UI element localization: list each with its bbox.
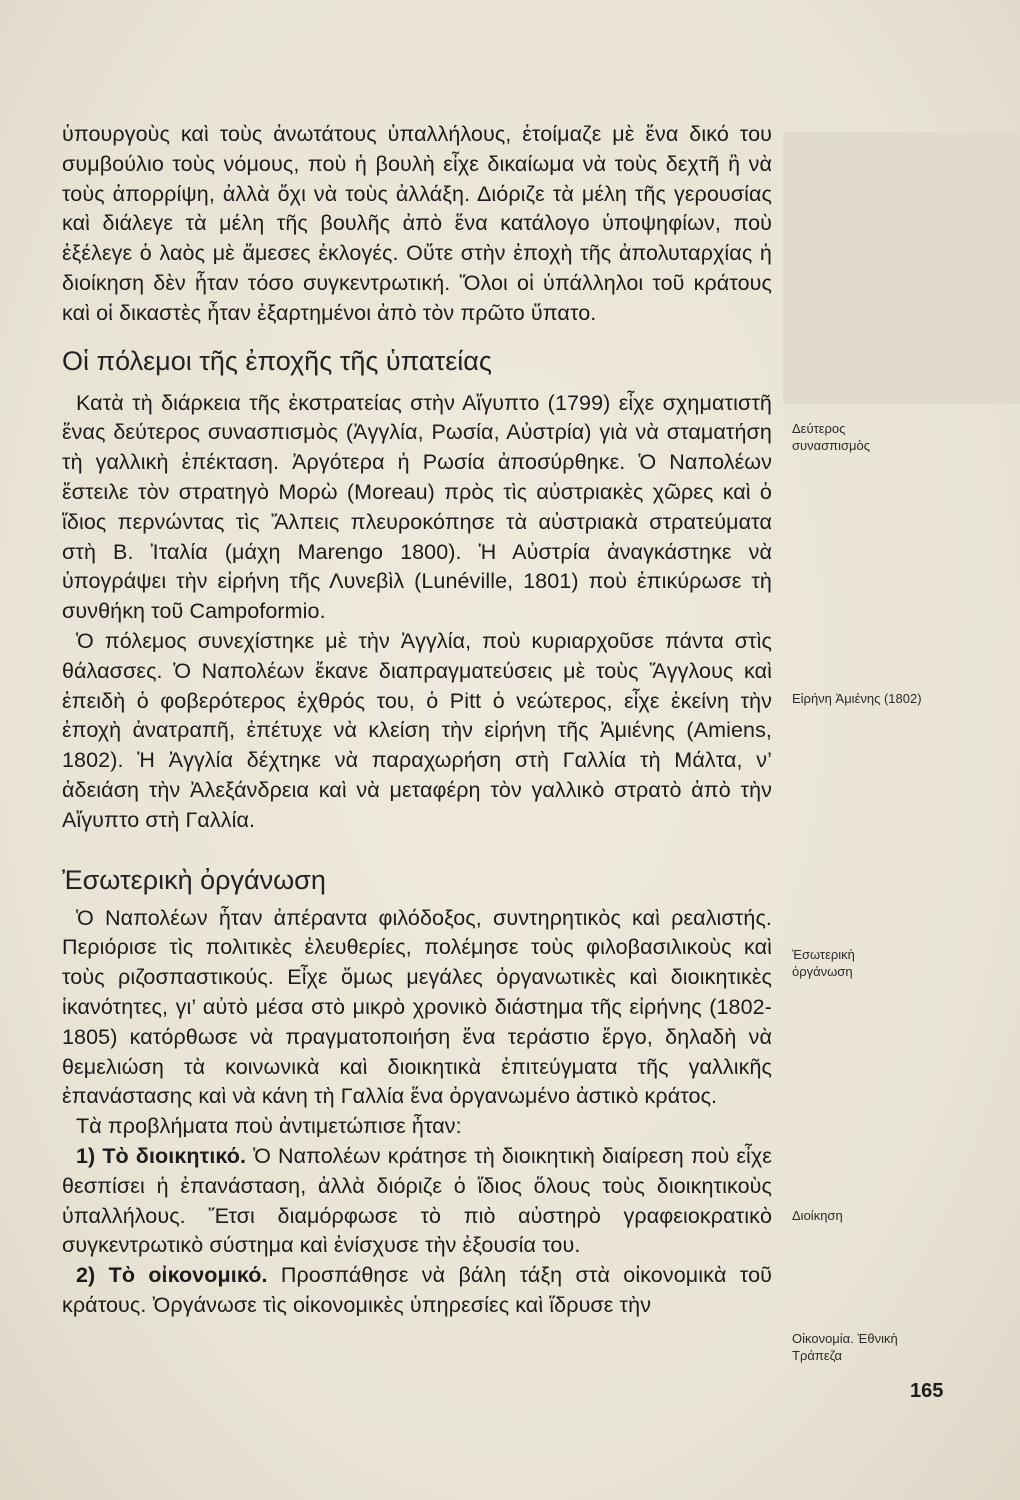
wars-paragraph-2: Ὁ πόλεμος συνεχίστηκε μὲ τὴν Ἀγγλία, ποὺ κυριαρχοῦσε πάντα στὶς θάλασσες. Ὁ Ναπολέων ἔκανε διαπραγματεύσεις μὲ τοὺς Ἄγγλους καὶ ἐπειδὴ ὁ φοβερότερος ἐχθρός του, ὁ Pitt ὁ νεώτερος, εἶχε ἐκείνη τὴν ἐποχὴ ἀνατραπῆ, ἐπέτυχε νὰ κλείση τὴν εἰρήνη τῆς Ἀμιένης (Amiens, 1802). Ἡ Ἀγγλία δέχτηκε νὰ παραχωρήση στὴ Γαλλία τὴ Μάλτα, ν’ ἀδειάση τὴν Ἀλεξάνδρεια καὶ νὰ μεταφέρη τὸν γαλλικὸ στρατὸ ἀπὸ τὴν Αἴγυπτο στὴ Γαλλία.	[62, 628, 772, 832]
margin-note-economy: Οἰκονομία. Ἐθνικὴ Τράπεζα	[792, 1331, 898, 1363]
margin-note-internal-organization: Ἐσωτερικὴ ὀργάνωση	[792, 947, 855, 979]
economy-text: Προσπάθησε νὰ βάλη τάξη στὰ οἰκονομικὰ τοῦ κράτους. Ὀργάνωσε τὶς οἰκονομικὲς ὑπηρεσίες καὶ ἵδρυσε τὴν	[62, 1263, 772, 1317]
page-number: 165	[910, 1380, 944, 1402]
heading-wars: Οἱ πόλεμοι τῆς ἐποχῆς τῆς ὑπατείας	[62, 345, 492, 376]
margin-note-peace-amiens: Εἰρήνη Ἀμιένης (1802)	[792, 691, 922, 706]
intro-paragraph: ὑπουργοὺς καὶ τοὺς ἀνωτάτους ὑπαλλήλους, ἑτοίμαζε μὲ ἕνα δικό του συμβούλιο τοὺς νόμους, ποὺ ἡ βουλὴ εἶχε δικαίωμα νὰ τοὺς δεχτῆ ἢ νὰ τοὺς ἀπορρίψη, ἀλλὰ ὄχι νὰ τοὺς ἀλλάξη. Διόριζε τὰ μέλη τῆς γερουσίας καὶ διάλεγε τὰ μέλη τῆς βουλῆς ἀπὸ ἕνα κατάλογο ὑποψηφίων, ποὺ ἐξέλεγε ὁ λαὸς μὲ ἄμεσες ἐκλογές. Οὔτε στὴν ἐποχὴ τῆς ἀπολυταρχίας ἡ διοίκηση δὲν ἦταν τόσο συγκεντρωτική. Ὅλοι οἱ ὑπάλληλοι τοῦ κράτους καὶ οἱ δικαστὲς ἦταν ἐξαρτημένοι ἀπὸ τὸν πρῶτο ὕπατο.	[62, 122, 772, 325]
wars-paragraph-1: Κατὰ τὴ διάρκεια τῆς ἐκστρατείας στὴν Αἴγυπτο (1799) εἶχε σχηματιστῆ ἕνας δεύτερος συνασπισμὸς (Ἀγγλία, Ρωσία, Αὐστρία) γιὰ νὰ σταματήση τὴ γαλλικὴ ἐπέκταση. Ἀργότερα ἡ Ρωσία ἀποσύρθηκε. Ὁ Ναπολέων ἔστειλε τὸν στρατηγὸ Μορὼ (Moreau) πρὸς τὶς αὐστριακὲς χῶρες καὶ ὁ ἴδιος περνώντας τὶς Ἄλπεις πλευροκόπησε τὰ αὐστριακὰ στρατεύματα στὴ Β. Ἰταλία (μάχη Marengo 1800). Ἡ Αὐστρία ἀναγκάστηκε νὰ ὑπογράψει τὴν εἰρήνη τῆς Λυνεβὶλ (Lunéville, 1801) ποὺ ἐπικύρωσε τὴ συνθήκη τοῦ Campoformio.	[62, 390, 772, 624]
main-text-column	[62, 120, 772, 1321]
administration-text: Ὁ Ναπολέων κράτησε τὴ διοικητικὴ διαίρεση ποὺ εἶχε θεσπίσει ἡ ἐπανάσταση, ἀλλὰ διόριζε ὁ ἴδιος ὅλους τοὺς διοικητικοὺς ὑπαλλήλους. Ἔτσι διαμόρφωσε τὸ πιὸ αὐστηρὸ γραφειοκρατικὸ συγκεντρωτικὸ σύστημα καὶ ἐνίσχυσε τὴν ἐξουσία του.	[62, 1143, 772, 1258]
heading-internal-organization: Ἐσωτερικὴ ὀργάνωση	[62, 864, 326, 895]
margin-note-administration: Διοίκηση	[792, 1208, 843, 1223]
bleed-through-figure	[783, 132, 1020, 404]
administration-paragraph	[62, 1142, 772, 1261]
administration-label: 1) Τὸ διοικητικό.	[76, 1143, 247, 1168]
margin-note-second-coalition: Δεύτερος συνασπισμὸς	[792, 421, 871, 453]
organization-paragraph-1: Ὁ Ναπολέων ἦταν ἀπέραντα φιλόδοξος, συντηρητικὸς καὶ ρεαλιστής. Περιόρισε τὶς πολιτικὲς ἐλευθερίες, πολέμησε τοὺς φιλοβασιλικοὺς καὶ τοὺς ριζοσπαστικούς. Εἶχε ὅμως μεγάλες ὀργανωτικὲς καὶ διοικητικὲς ἱκανότητες, γι’ αὐτὸ μέσα στὸ μικρὸ χρονικὸ διάστημα τῆς εἰρήνης (1802-1805) κατόρθωσε νὰ πραγματοποιήση ἕνα τεράστιο ἔργο, δηλαδὴ νὰ θεμελιώση τὰ κοινωνικὰ καὶ διοικητικὰ ἐπιτεύγματα τῆς γαλλικῆς ἐπανάστασης καὶ νὰ κάνη τὴ Γαλλία ἕνα ὀργανωμένο ἀστικὸ κράτος.	[62, 905, 772, 1109]
economy-paragraph	[62, 1261, 772, 1321]
economy-label: 2) Τὸ οἰκονομικό.	[76, 1263, 268, 1288]
organization-paragraph-2: Τὰ προβλήματα ποὺ ἀντιμετώπισε ἦταν:	[76, 1114, 462, 1139]
